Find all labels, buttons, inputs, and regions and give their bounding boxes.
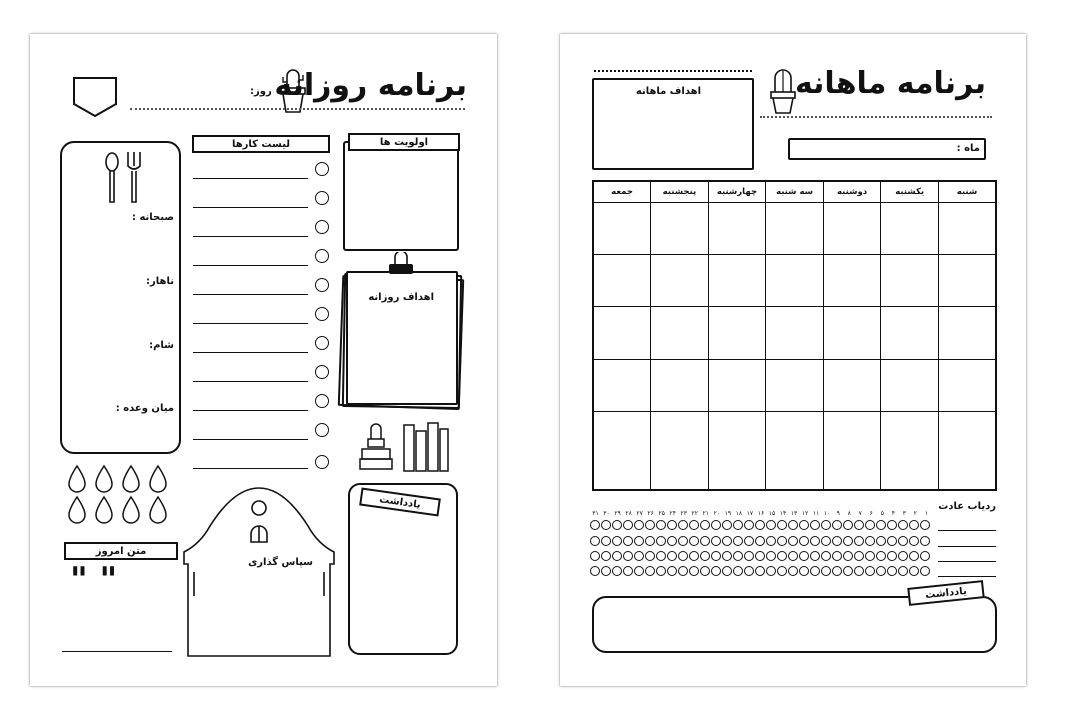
habit-checkbox[interactable] bbox=[920, 566, 930, 576]
habit-checkbox[interactable] bbox=[678, 520, 688, 530]
habit-checkbox[interactable] bbox=[645, 551, 655, 561]
habit-checkbox[interactable] bbox=[744, 566, 754, 576]
habit-checkbox[interactable] bbox=[876, 536, 886, 546]
habit-checkbox[interactable] bbox=[623, 520, 633, 530]
priorities-banner bbox=[348, 133, 460, 151]
todo-line[interactable] bbox=[193, 352, 308, 353]
habit-day-number: ۱۲ bbox=[801, 510, 809, 517]
habit-checkbox[interactable] bbox=[799, 566, 809, 576]
snack-label: میان وعده : bbox=[115, 403, 174, 414]
todo-checkbox[interactable] bbox=[315, 191, 329, 205]
habit-checkbox[interactable] bbox=[799, 520, 809, 530]
todo-title: لیست کارها bbox=[231, 138, 291, 150]
habit-checkbox[interactable] bbox=[612, 536, 622, 546]
habit-day-number: ۱۴ bbox=[779, 510, 787, 517]
habit-checkbox[interactable] bbox=[678, 536, 688, 546]
day-cell[interactable] bbox=[708, 359, 766, 411]
habit-checkbox[interactable] bbox=[909, 520, 919, 530]
pocket-icon bbox=[72, 76, 118, 118]
habit-day-number: ۵ bbox=[880, 510, 884, 517]
house-icon bbox=[180, 484, 338, 661]
habit-row bbox=[590, 536, 930, 546]
quote-line bbox=[62, 651, 172, 652]
habit-checkbox[interactable] bbox=[667, 520, 677, 530]
habit-day-number: ۱ bbox=[924, 510, 929, 517]
habit-checkbox[interactable] bbox=[634, 566, 644, 576]
day-cell[interactable] bbox=[708, 202, 766, 254]
notes-title: یادداشت bbox=[924, 585, 968, 601]
day-cell[interactable] bbox=[593, 307, 651, 359]
monthly-goals-title: اهداف ماهانه bbox=[635, 86, 701, 97]
habit-checkbox[interactable] bbox=[788, 566, 798, 576]
habit-day-number: ۲۱ bbox=[702, 510, 710, 517]
habit-checkbox[interactable] bbox=[777, 551, 787, 561]
habit-day-number: ۲۳ bbox=[680, 510, 687, 517]
title-dotted-line bbox=[130, 108, 465, 110]
dinner-label: شام: bbox=[149, 340, 174, 351]
habit-day-number: ۴ bbox=[891, 510, 895, 517]
day-cell[interactable] bbox=[766, 307, 824, 359]
habit-checkbox[interactable] bbox=[623, 551, 633, 561]
habit-checkbox[interactable] bbox=[733, 536, 743, 546]
habit-checkbox[interactable] bbox=[865, 566, 875, 576]
habit-checkbox[interactable] bbox=[711, 566, 721, 576]
habit-checkbox[interactable] bbox=[601, 520, 611, 530]
day-cell[interactable] bbox=[823, 202, 881, 254]
habit-checkbox[interactable] bbox=[876, 520, 886, 530]
day-cell[interactable] bbox=[766, 359, 824, 411]
habit-checkbox[interactable] bbox=[700, 536, 710, 546]
day-cell[interactable] bbox=[651, 359, 709, 411]
todo-line[interactable] bbox=[193, 236, 308, 237]
weekday-header: پنجشنبه bbox=[651, 181, 709, 202]
day-cell[interactable] bbox=[708, 254, 766, 306]
day-cell[interactable] bbox=[708, 307, 766, 359]
day-cell[interactable] bbox=[881, 359, 939, 411]
habit-checkbox[interactable] bbox=[832, 551, 842, 561]
habit-day-number: ۲۷ bbox=[636, 510, 643, 517]
breakfast-label: صبحانه : bbox=[131, 212, 174, 223]
habit-checkbox[interactable] bbox=[700, 566, 710, 576]
day-cell[interactable] bbox=[881, 202, 939, 254]
habit-checkbox[interactable] bbox=[612, 551, 622, 561]
habit-day-numbers bbox=[590, 510, 932, 517]
habit-day-number: ۲۲ bbox=[691, 510, 698, 517]
habit-checkbox[interactable] bbox=[744, 520, 754, 530]
habit-checkbox[interactable] bbox=[810, 536, 820, 546]
todo-checkbox[interactable] bbox=[315, 394, 329, 408]
habit-row bbox=[590, 551, 930, 561]
todo-line[interactable] bbox=[193, 178, 308, 179]
habit-row bbox=[590, 520, 930, 530]
habit-checkbox[interactable] bbox=[667, 551, 677, 561]
habit-checkbox[interactable] bbox=[711, 520, 721, 530]
habit-checkbox[interactable] bbox=[810, 520, 820, 530]
habit-day-number: ۱۳ bbox=[790, 510, 798, 517]
habit-day-number: ۶ bbox=[869, 510, 873, 517]
habit-checkbox[interactable] bbox=[898, 566, 908, 576]
habit-day-number: ۳ bbox=[902, 510, 906, 517]
todo-checkbox[interactable] bbox=[315, 278, 329, 292]
habit-checkbox[interactable] bbox=[920, 551, 930, 561]
habit-checkbox[interactable] bbox=[898, 551, 908, 561]
habit-day-number: ۲۵ bbox=[658, 510, 665, 517]
note-title: یادداشت bbox=[378, 493, 422, 511]
water-drops-tracker bbox=[66, 464, 178, 526]
habit-checkbox[interactable] bbox=[645, 520, 655, 530]
habit-day-number: ۲۹ bbox=[614, 510, 621, 517]
habit-checkbox[interactable] bbox=[788, 536, 798, 546]
habit-checkbox[interactable] bbox=[667, 536, 677, 546]
habit-checkbox[interactable] bbox=[722, 566, 732, 576]
habit-checkbox[interactable] bbox=[843, 520, 853, 530]
habit-checkbox[interactable] bbox=[601, 536, 611, 546]
todo-checkbox[interactable] bbox=[315, 220, 329, 234]
habit-checkbox[interactable] bbox=[766, 536, 776, 546]
habit-day-number: ۷ bbox=[858, 510, 862, 517]
habit-checkbox[interactable] bbox=[777, 520, 787, 530]
daily-planner-page bbox=[30, 34, 497, 686]
day-cell[interactable] bbox=[823, 359, 881, 411]
habit-checkbox[interactable] bbox=[645, 566, 655, 576]
day-cell[interactable] bbox=[651, 202, 709, 254]
day-cell[interactable] bbox=[766, 411, 824, 490]
habit-checkbox[interactable] bbox=[656, 520, 666, 530]
habit-row bbox=[590, 566, 930, 576]
todo-line[interactable] bbox=[193, 323, 308, 324]
habit-checkbox[interactable] bbox=[590, 536, 600, 546]
habit-day-number: ۲۶ bbox=[647, 510, 654, 517]
habit-checkbox[interactable] bbox=[865, 536, 875, 546]
calendar-grid bbox=[592, 180, 997, 491]
day-cell[interactable] bbox=[766, 202, 824, 254]
habit-tracker-title: ردیاب عادت bbox=[938, 501, 996, 512]
habit-checkbox[interactable] bbox=[821, 551, 831, 561]
habit-day-number: ۸ bbox=[847, 510, 851, 517]
habit-checkbox[interactable] bbox=[898, 520, 908, 530]
habit-checkbox[interactable] bbox=[887, 536, 897, 546]
habit-checkbox[interactable] bbox=[623, 536, 633, 546]
habit-checkbox[interactable] bbox=[788, 520, 798, 530]
spoon-icon bbox=[102, 150, 122, 206]
habit-checkbox[interactable] bbox=[722, 551, 732, 561]
habit-checkbox[interactable] bbox=[832, 536, 842, 546]
habit-day-number: ۱۵ bbox=[768, 510, 776, 517]
spiral-binding bbox=[594, 70, 752, 80]
habit-checkbox[interactable] bbox=[590, 566, 600, 576]
habit-checkbox[interactable] bbox=[777, 566, 787, 576]
weekday-header: شنبه bbox=[938, 181, 996, 202]
todo-banner bbox=[192, 135, 330, 153]
habit-checkbox[interactable] bbox=[634, 520, 644, 530]
habit-checkbox[interactable] bbox=[909, 551, 919, 561]
weekday-header: یکشنبه bbox=[881, 181, 939, 202]
habit-checkbox[interactable] bbox=[909, 536, 919, 546]
habit-checkbox[interactable] bbox=[788, 551, 798, 561]
habit-checkbox[interactable] bbox=[689, 551, 699, 561]
habit-checkbox[interactable] bbox=[854, 520, 864, 530]
day-cell[interactable] bbox=[651, 307, 709, 359]
monthly-planner-page bbox=[560, 34, 1026, 686]
day-cell[interactable] bbox=[823, 307, 881, 359]
habit-checkbox[interactable] bbox=[843, 551, 853, 561]
habit-checkbox[interactable] bbox=[920, 536, 930, 546]
habit-checkbox[interactable] bbox=[887, 520, 897, 530]
habit-checkbox[interactable] bbox=[700, 520, 710, 530]
habit-checkbox[interactable] bbox=[744, 536, 754, 546]
habit-checkbox[interactable] bbox=[766, 520, 776, 530]
gratitude-title: سپاس گذاری bbox=[248, 557, 313, 568]
todo-line[interactable] bbox=[193, 265, 308, 266]
habit-day-number: ۱۸ bbox=[735, 510, 743, 517]
quote-banner bbox=[64, 542, 178, 560]
habit-day-number: ۲۸ bbox=[625, 510, 632, 517]
habit-checkbox[interactable] bbox=[667, 566, 677, 576]
habit-checkbox[interactable] bbox=[854, 566, 864, 576]
day-cell[interactable] bbox=[881, 254, 939, 306]
habit-checkbox[interactable] bbox=[612, 566, 622, 576]
fork-icon bbox=[125, 150, 143, 206]
habit-name-line[interactable] bbox=[938, 561, 996, 562]
habit-checkbox[interactable] bbox=[887, 566, 897, 576]
todo-line[interactable] bbox=[193, 381, 308, 382]
habit-checkbox[interactable] bbox=[755, 536, 765, 546]
habit-checkbox[interactable] bbox=[612, 520, 622, 530]
habit-checkbox[interactable] bbox=[623, 566, 633, 576]
quote-title: متن امروز bbox=[95, 545, 147, 557]
habit-checkbox[interactable] bbox=[876, 551, 886, 561]
lunch-label: ناهار: bbox=[146, 276, 174, 287]
todo-checkbox[interactable] bbox=[315, 455, 329, 469]
weekday-header: دوشنبه bbox=[823, 181, 881, 202]
habit-day-number: ۲ bbox=[913, 510, 918, 517]
priorities-title: اولویت ها bbox=[379, 136, 429, 148]
day-cell[interactable] bbox=[938, 202, 996, 254]
todo-checkbox[interactable] bbox=[315, 162, 329, 176]
day-cell[interactable] bbox=[938, 411, 996, 490]
habit-checkbox[interactable] bbox=[755, 566, 765, 576]
habit-checkbox[interactable] bbox=[634, 536, 644, 546]
day-cell[interactable] bbox=[593, 411, 651, 490]
habit-day-number: ۱۹ bbox=[724, 510, 732, 517]
habit-checkbox[interactable] bbox=[876, 566, 886, 576]
habit-checkbox[interactable] bbox=[832, 520, 842, 530]
todo-line[interactable] bbox=[193, 439, 308, 440]
todo-checkbox[interactable] bbox=[315, 249, 329, 263]
habit-checkbox[interactable] bbox=[700, 551, 710, 561]
habit-checkbox[interactable] bbox=[722, 520, 732, 530]
habit-name-line[interactable] bbox=[938, 576, 996, 577]
binder-clip-icon bbox=[386, 252, 416, 282]
day-cell[interactable] bbox=[823, 254, 881, 306]
habit-checkbox[interactable] bbox=[689, 566, 699, 576]
habit-day-number: ۹ bbox=[836, 510, 840, 517]
habit-day-number: ۱۷ bbox=[746, 510, 754, 517]
month-label: ماه : bbox=[956, 143, 980, 154]
habit-checkbox[interactable] bbox=[865, 520, 875, 530]
habit-day-number: ۱۱ bbox=[812, 510, 820, 517]
habit-day-number: ۱۰ bbox=[823, 510, 831, 517]
day-cell[interactable] bbox=[823, 411, 881, 490]
habit-checkbox[interactable] bbox=[645, 536, 655, 546]
quote-marks: " " bbox=[70, 560, 118, 600]
habit-day-number: ۳۰ bbox=[603, 510, 610, 517]
priorities-box bbox=[343, 141, 459, 251]
habit-checkbox[interactable] bbox=[909, 566, 919, 576]
habit-checkbox[interactable] bbox=[656, 566, 666, 576]
todo-line[interactable] bbox=[193, 410, 308, 411]
day-cell[interactable] bbox=[766, 254, 824, 306]
weekday-header: جمعه bbox=[593, 181, 651, 202]
todo-checkbox[interactable] bbox=[315, 336, 329, 350]
day-cell[interactable] bbox=[593, 359, 651, 411]
weekday-header: چهارشنبه bbox=[708, 181, 766, 202]
habit-checkbox[interactable] bbox=[733, 566, 743, 576]
todo-line[interactable] bbox=[193, 207, 308, 208]
habit-day-number: ۲۰ bbox=[713, 510, 721, 517]
habit-checkbox[interactable] bbox=[711, 551, 721, 561]
habit-checkbox[interactable] bbox=[865, 551, 875, 561]
day-cell[interactable] bbox=[651, 254, 709, 306]
todo-line[interactable] bbox=[193, 294, 308, 295]
habit-checkbox[interactable] bbox=[766, 551, 776, 561]
todo-checkbox[interactable] bbox=[315, 365, 329, 379]
habit-checkbox[interactable] bbox=[887, 551, 897, 561]
todo-line[interactable] bbox=[193, 468, 308, 469]
day-cell[interactable] bbox=[593, 202, 651, 254]
page-title: برنامه روزانه bbox=[274, 68, 467, 103]
todo-checkbox[interactable] bbox=[315, 307, 329, 321]
day-cell[interactable] bbox=[708, 411, 766, 490]
day-cell[interactable] bbox=[938, 359, 996, 411]
day-cell[interactable] bbox=[938, 307, 996, 359]
daily-goals-title: اهداف روزانه bbox=[368, 292, 434, 303]
habit-checkbox[interactable] bbox=[601, 551, 611, 561]
habit-checkbox[interactable] bbox=[678, 566, 688, 576]
habit-checkbox[interactable] bbox=[843, 566, 853, 576]
habit-checkbox[interactable] bbox=[744, 551, 754, 561]
habit-checkbox[interactable] bbox=[898, 536, 908, 546]
habit-checkbox[interactable] bbox=[766, 566, 776, 576]
habit-checkbox[interactable] bbox=[777, 536, 787, 546]
habit-checkbox[interactable] bbox=[634, 551, 644, 561]
habit-checkbox[interactable] bbox=[711, 536, 721, 546]
day-cell[interactable] bbox=[881, 411, 939, 490]
day-label: روز: bbox=[250, 86, 272, 97]
day-cell[interactable] bbox=[881, 307, 939, 359]
habit-checkbox[interactable] bbox=[854, 536, 864, 546]
habit-checkbox[interactable] bbox=[755, 551, 765, 561]
habit-checkbox[interactable] bbox=[678, 551, 688, 561]
day-cell[interactable] bbox=[593, 254, 651, 306]
habit-checkbox[interactable] bbox=[799, 536, 809, 546]
habit-checkbox[interactable] bbox=[656, 551, 666, 561]
habit-name-line[interactable] bbox=[938, 546, 996, 547]
habit-checkbox[interactable] bbox=[722, 536, 732, 546]
habit-checkbox[interactable] bbox=[733, 551, 743, 561]
habit-day-number: ۲۴ bbox=[669, 510, 676, 517]
habit-checkbox[interactable] bbox=[733, 520, 743, 530]
habit-checkbox[interactable] bbox=[799, 551, 809, 561]
habit-checkbox[interactable] bbox=[689, 520, 699, 530]
habit-checkbox[interactable] bbox=[821, 566, 831, 576]
habit-checkbox[interactable] bbox=[810, 551, 820, 561]
page-title: برنامه ماهانه bbox=[794, 66, 986, 101]
title-dotted-line bbox=[760, 116, 992, 118]
weekday-header: سه شنبه bbox=[766, 181, 824, 202]
habit-checkbox[interactable] bbox=[920, 520, 930, 530]
habit-checkbox[interactable] bbox=[810, 566, 820, 576]
notes-box[interactable] bbox=[592, 596, 997, 653]
habit-checkbox[interactable] bbox=[689, 536, 699, 546]
habit-checkbox[interactable] bbox=[590, 551, 600, 561]
cactus-icon bbox=[768, 66, 798, 116]
habit-checkbox[interactable] bbox=[590, 520, 600, 530]
habit-name-line[interactable] bbox=[938, 530, 996, 531]
habit-checkbox[interactable] bbox=[854, 551, 864, 561]
todo-checkbox[interactable] bbox=[315, 423, 329, 437]
habit-checkbox[interactable] bbox=[656, 536, 666, 546]
day-cell[interactable] bbox=[938, 254, 996, 306]
habit-checkbox[interactable] bbox=[832, 566, 842, 576]
habit-checkbox[interactable] bbox=[821, 536, 831, 546]
habit-checkbox[interactable] bbox=[843, 536, 853, 546]
habit-day-number: ۳۱ bbox=[592, 510, 599, 517]
habit-checkbox[interactable] bbox=[601, 566, 611, 576]
habit-day-number: ۱۶ bbox=[757, 510, 765, 517]
habit-checkbox[interactable] bbox=[755, 520, 765, 530]
books-icon bbox=[356, 417, 452, 483]
day-cell[interactable] bbox=[651, 411, 709, 490]
habit-checkbox[interactable] bbox=[821, 520, 831, 530]
